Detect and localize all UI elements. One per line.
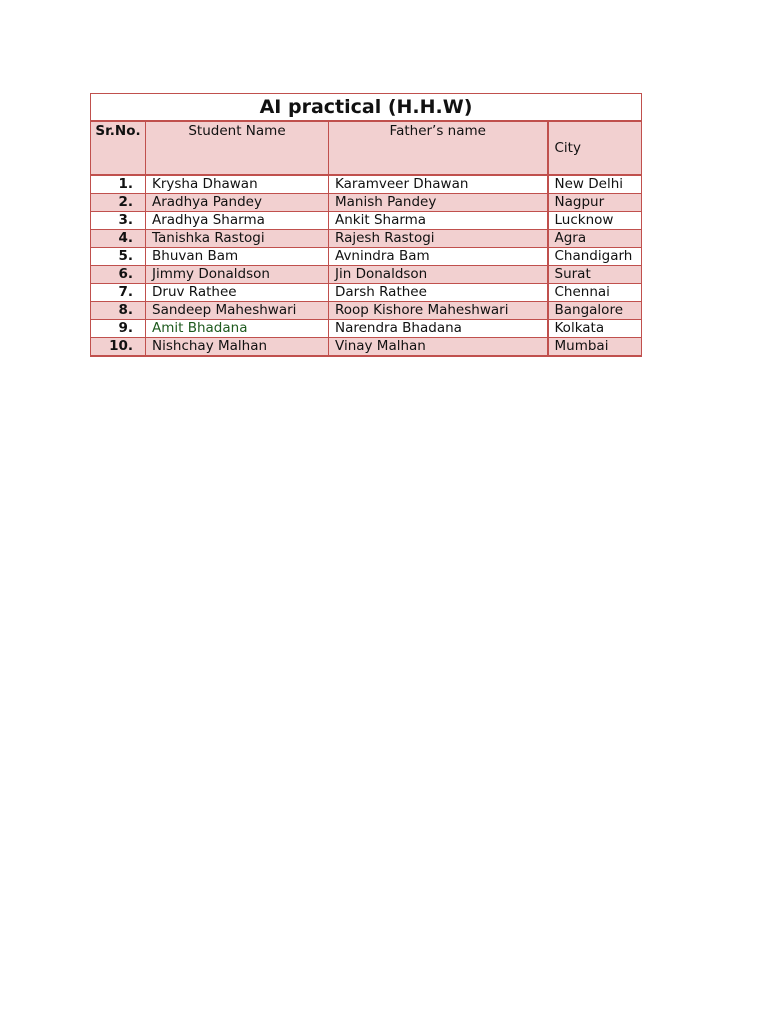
header-father-name: Father’s name: [329, 121, 548, 175]
city-cell: New Delhi: [548, 175, 642, 194]
table-row: [91, 194, 642, 212]
table-row: [91, 338, 642, 357]
father-cell: Manish Pandey: [329, 194, 548, 212]
sr-cell: 8.: [91, 302, 146, 320]
city-cell: Bangalore: [548, 302, 642, 320]
student-cell: Druv Rathee: [146, 284, 329, 302]
city-cell: Mumbai: [548, 338, 642, 357]
table-row: [91, 248, 642, 266]
student-cell: Aradhya Pandey: [146, 194, 329, 212]
sr-cell: 10.: [91, 338, 146, 357]
sr-cell: 5.: [91, 248, 146, 266]
student-cell: Amit Bhadana: [146, 320, 329, 338]
student-cell: Tanishka Rastogi: [146, 230, 329, 248]
table-row: [91, 320, 642, 338]
header-city: City: [548, 121, 642, 175]
sr-cell: 9.: [91, 320, 146, 338]
student-cell: Bhuvan Bam: [146, 248, 329, 266]
table-row: [91, 175, 642, 194]
father-cell: Vinay Malhan: [329, 338, 548, 357]
sr-cell: 4.: [91, 230, 146, 248]
father-cell: Karamveer Dhawan: [329, 175, 548, 194]
city-cell: Chennai: [548, 284, 642, 302]
header-student-name: Student Name: [146, 121, 329, 175]
father-cell: Rajesh Rastogi: [329, 230, 548, 248]
father-cell: Roop Kishore Maheshwari: [329, 302, 548, 320]
header-sr-no: Sr.No.: [91, 121, 146, 175]
city-cell: Surat: [548, 266, 642, 284]
sr-cell: 7.: [91, 284, 146, 302]
student-table: [90, 93, 642, 357]
father-cell: Narendra Bhadana: [329, 320, 548, 338]
table-title: AI practical (H.H.W): [91, 94, 642, 122]
father-cell: Jin Donaldson: [329, 266, 548, 284]
table-row: [91, 212, 642, 230]
student-cell: Jimmy Donaldson: [146, 266, 329, 284]
city-cell: Kolkata: [548, 320, 642, 338]
student-cell: Nishchay Malhan: [146, 338, 329, 357]
city-cell: Lucknow: [548, 212, 642, 230]
sr-cell: 1.: [91, 175, 146, 194]
city-cell: Nagpur: [548, 194, 642, 212]
title-row: [91, 94, 642, 122]
sr-cell: 6.: [91, 266, 146, 284]
student-cell: Krysha Dhawan: [146, 175, 329, 194]
table-row: [91, 284, 642, 302]
student-cell: Sandeep Maheshwari: [146, 302, 329, 320]
father-cell: Avnindra Bam: [329, 248, 548, 266]
header-row: [91, 121, 642, 175]
table-row: [91, 230, 642, 248]
city-cell: Agra: [548, 230, 642, 248]
table-row: [91, 266, 642, 284]
sr-cell: 2.: [91, 194, 146, 212]
sr-cell: 3.: [91, 212, 146, 230]
father-cell: Ankit Sharma: [329, 212, 548, 230]
student-cell: Aradhya Sharma: [146, 212, 329, 230]
table-row: [91, 302, 642, 320]
father-cell: Darsh Rathee: [329, 284, 548, 302]
city-cell: Chandigarh: [548, 248, 642, 266]
